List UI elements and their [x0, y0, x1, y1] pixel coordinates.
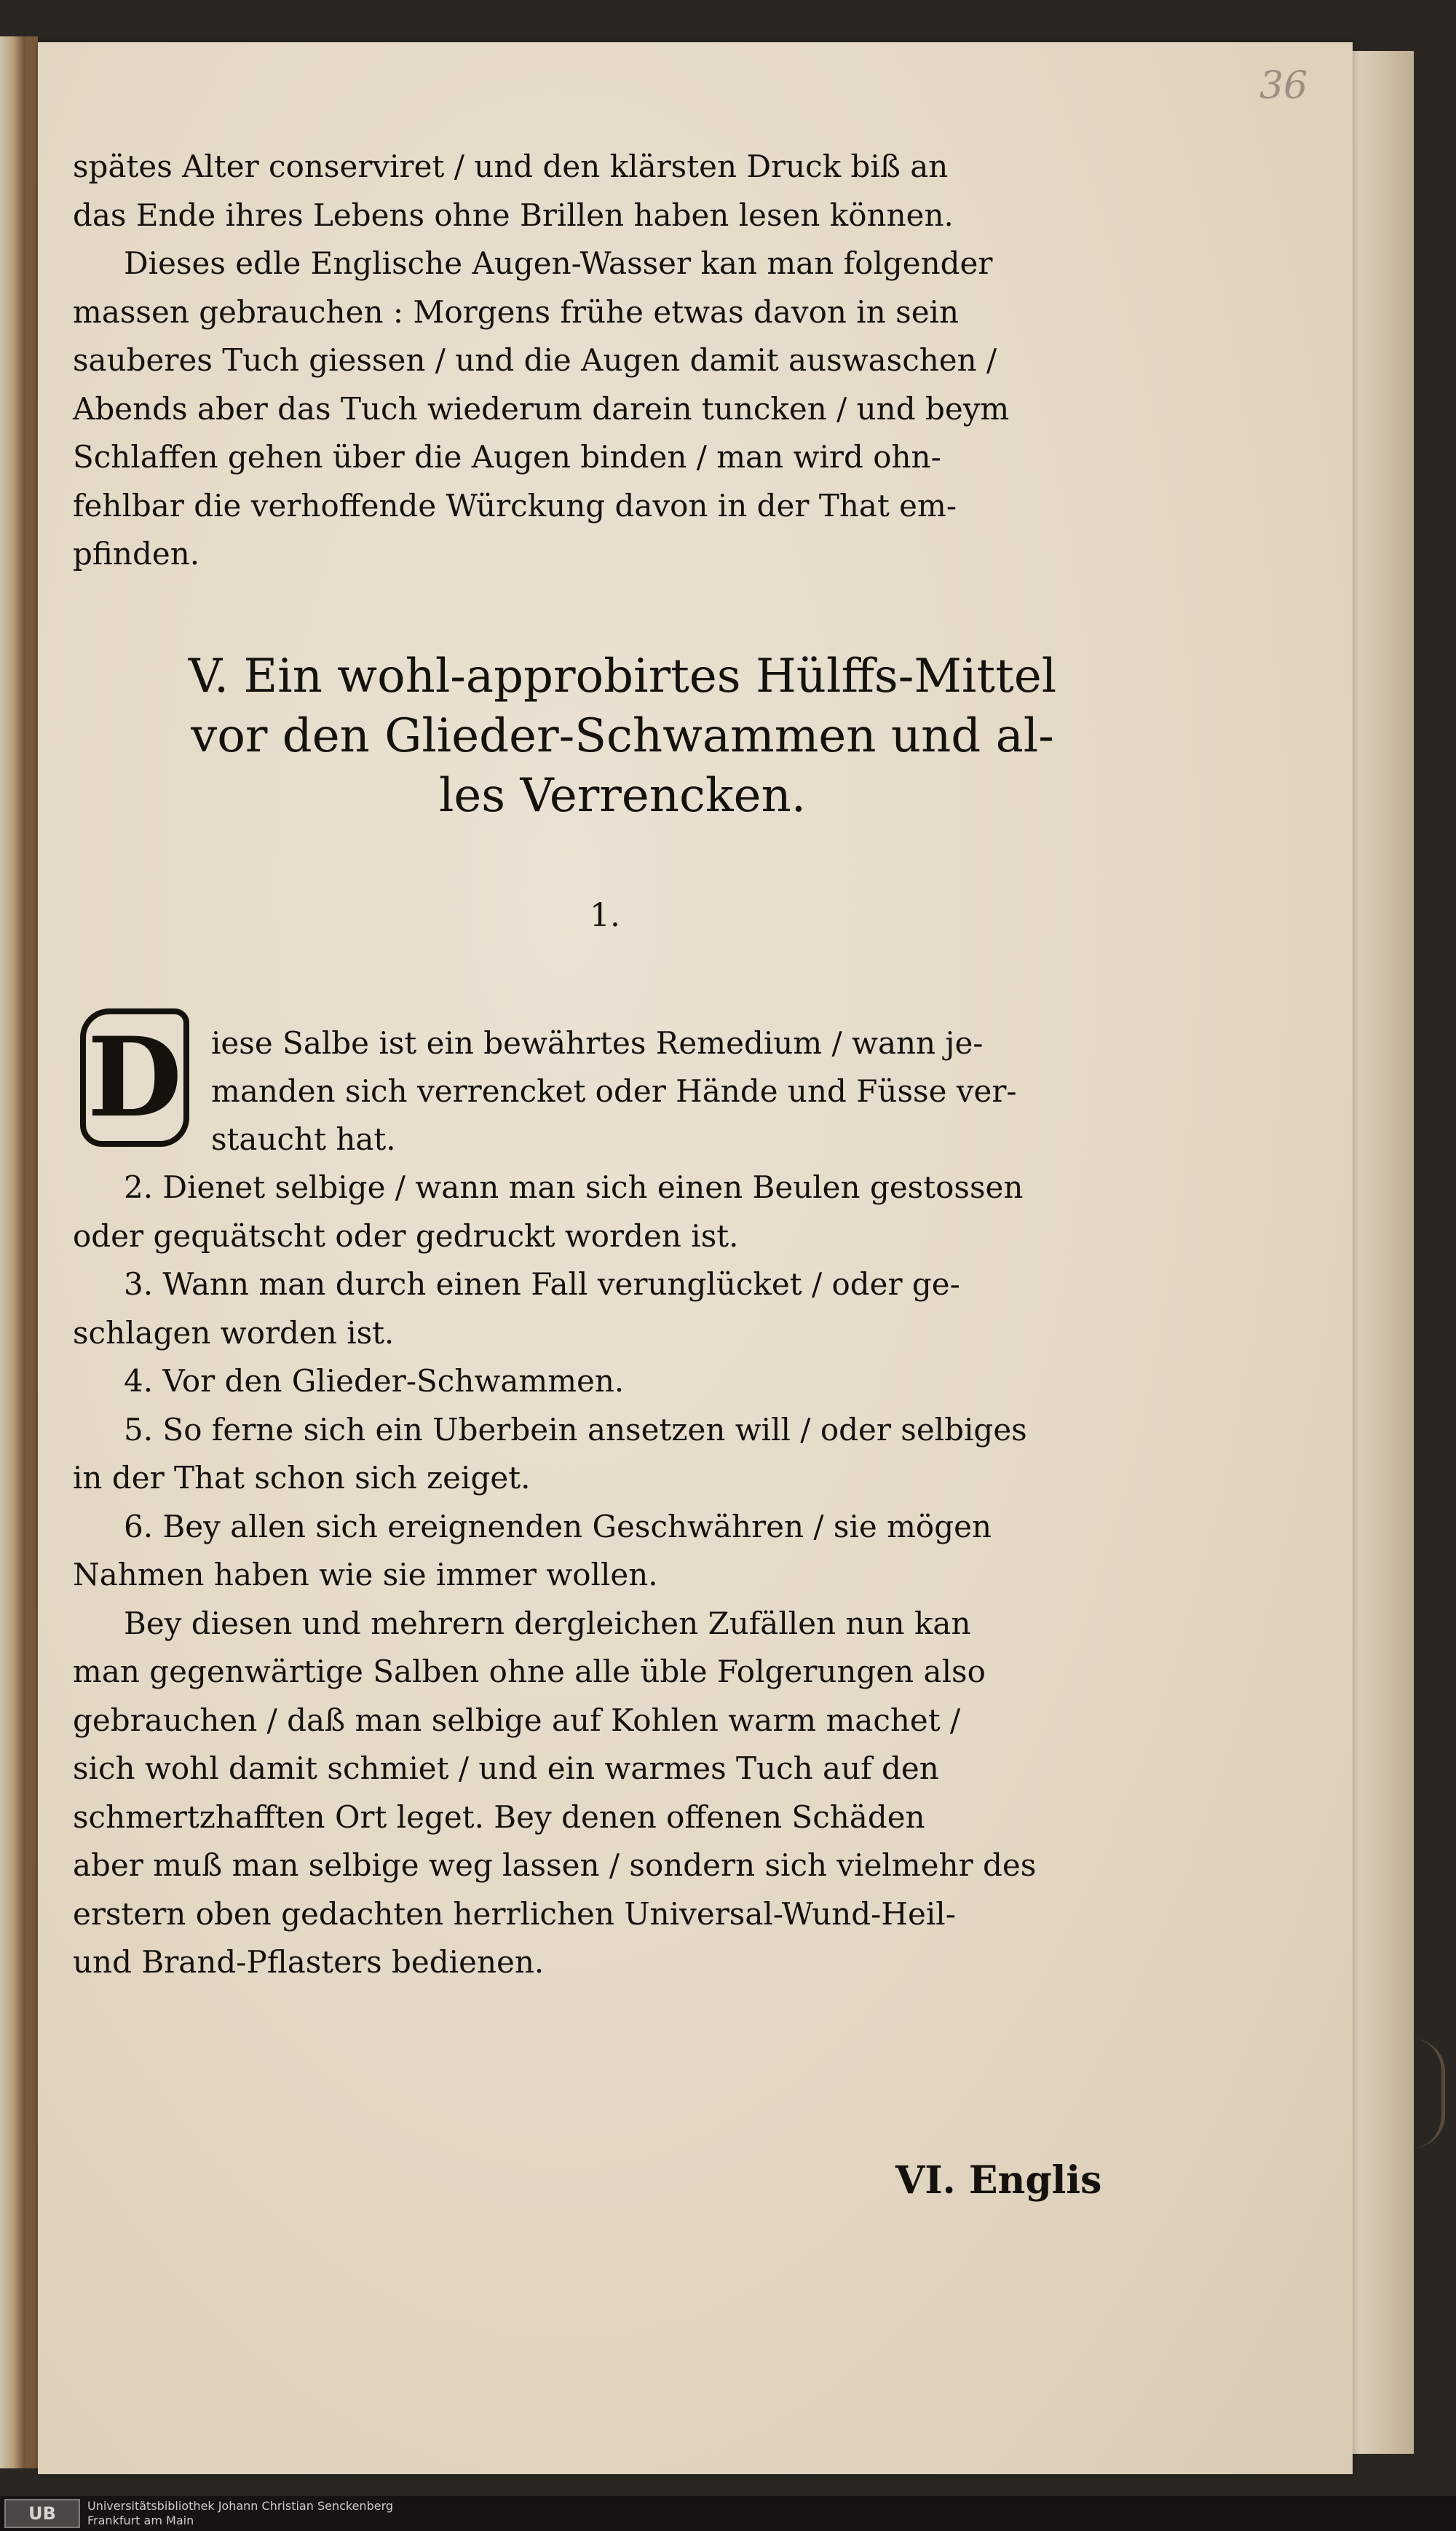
text-line: 5. So ferne sich ein Uberbein ansetzen will / oder selbiges	[124, 1411, 1027, 1448]
top-text-block	[73, 143, 1165, 579]
text-line: Abends aber das Tuch wiederum darein tuncken / und beym	[73, 390, 1010, 427]
text-line: oder gequätscht oder gedruckt worden ist.	[73, 1217, 739, 1254]
section-heading	[73, 647, 1172, 826]
heading-line: les Verrencken.	[438, 769, 807, 823]
text-line: das Ende ihres Lebens ohne Brillen haben lesen können.	[73, 197, 954, 233]
library-logo[interactable]: UB	[4, 2499, 80, 2528]
text-line: erstern oben gedachten herrlichen Universal-Wund-Heil-	[73, 1895, 956, 1932]
catchword: VI. Englis	[895, 2158, 1102, 2203]
text-line: 3. Wann man durch einen Fall verunglücket / oder ge-	[124, 1266, 960, 1302]
heading-line: vor den Glieder-Schwammen und al-	[191, 709, 1054, 763]
text-line: manden sich verrencket oder Hände und Füsse ver-	[211, 1073, 1017, 1109]
item-4	[73, 1357, 1165, 1406]
text-line: gebrauchen / daß man selbige auf Kohlen warm machet /	[73, 1702, 961, 1738]
facing-page-edge	[0, 36, 25, 2468]
item-2	[73, 1164, 1165, 1260]
text-line: massen gebrauchen : Morgens frühe etwas davon in sein	[73, 293, 960, 330]
text-line: spätes Alter conserviret / und den klärsten Druck biß an	[73, 149, 949, 184]
text-line: 4. Vor den Glieder-Schwammen.	[124, 1363, 625, 1399]
drop-cap: D	[80, 1008, 189, 1147]
folio-number: 36	[1259, 64, 1308, 108]
text-line: aber muß man selbige weg lassen / sondern sich vielmehr des	[73, 1847, 1037, 1883]
text-line: fehlbar die verhoffende Würckung davon in der That em-	[73, 487, 957, 524]
text-line: Nahmen haben wie sie immer wollen.	[73, 1557, 658, 1592]
text-line: sauberes Tuch giessen / und die Augen damit auswaschen /	[73, 342, 997, 378]
text-line: iese Salbe ist ein bewährtes Remedium / wann je-	[211, 1025, 984, 1061]
item-5	[73, 1406, 1165, 1503]
credit-line: Frankfurt am Main	[87, 2514, 194, 2527]
items-block	[73, 1164, 1165, 1987]
text-line: Dieses edle Englische Augen-Wasser kan man folgender	[124, 245, 993, 281]
paragraph-usage	[73, 240, 1165, 579]
text-line: Bey diesen und mehrern dergleichen Zufällen nun kan	[124, 1605, 971, 1641]
closing-paragraph	[73, 1600, 1165, 1987]
item-1	[211, 1019, 1172, 1164]
binding-thread	[1412, 2039, 1445, 2148]
text-line: 6. Bey allen sich ereignenden Geschwähren / sie mögen	[124, 1508, 992, 1544]
paragraph-continuation	[73, 143, 1165, 240]
text-line: in der That schon sich zeiget.	[73, 1460, 531, 1496]
text-line: pfinden.	[73, 536, 200, 572]
text-line: schlagen worden ist.	[73, 1314, 395, 1351]
text-line: man gegenwärtige Salben ohne alle üble Folgerungen also	[73, 1654, 986, 1689]
heading-line: V. Ein wohl-approbirtes Hülffs-Mittel	[188, 649, 1057, 703]
text-line: Schlaffen gehen über die Augen binden / man wird ohn-	[73, 439, 941, 475]
item-3	[73, 1260, 1165, 1357]
item-6	[73, 1503, 1165, 1600]
text-line: 2. Dienet selbige / wann man sich einen Beulen gestossen	[124, 1169, 1024, 1205]
text-line: schmertzhafften Ort leget. Bey denen offenen Schäden	[73, 1798, 925, 1835]
text-line: sich wohl damit schmiet / und ein warmes Tuch auf den	[73, 1750, 939, 1786]
credit-line: Universitätsbibliothek Johann Christian Senckenberg	[87, 2499, 394, 2513]
binding-gutter	[25, 36, 38, 2468]
text-line: und Brand-Pflasters bedienen.	[73, 1944, 545, 1980]
library-credit	[87, 2499, 393, 2528]
text-line: staucht hat.	[211, 1121, 396, 1157]
section-number: 1.	[590, 897, 620, 934]
